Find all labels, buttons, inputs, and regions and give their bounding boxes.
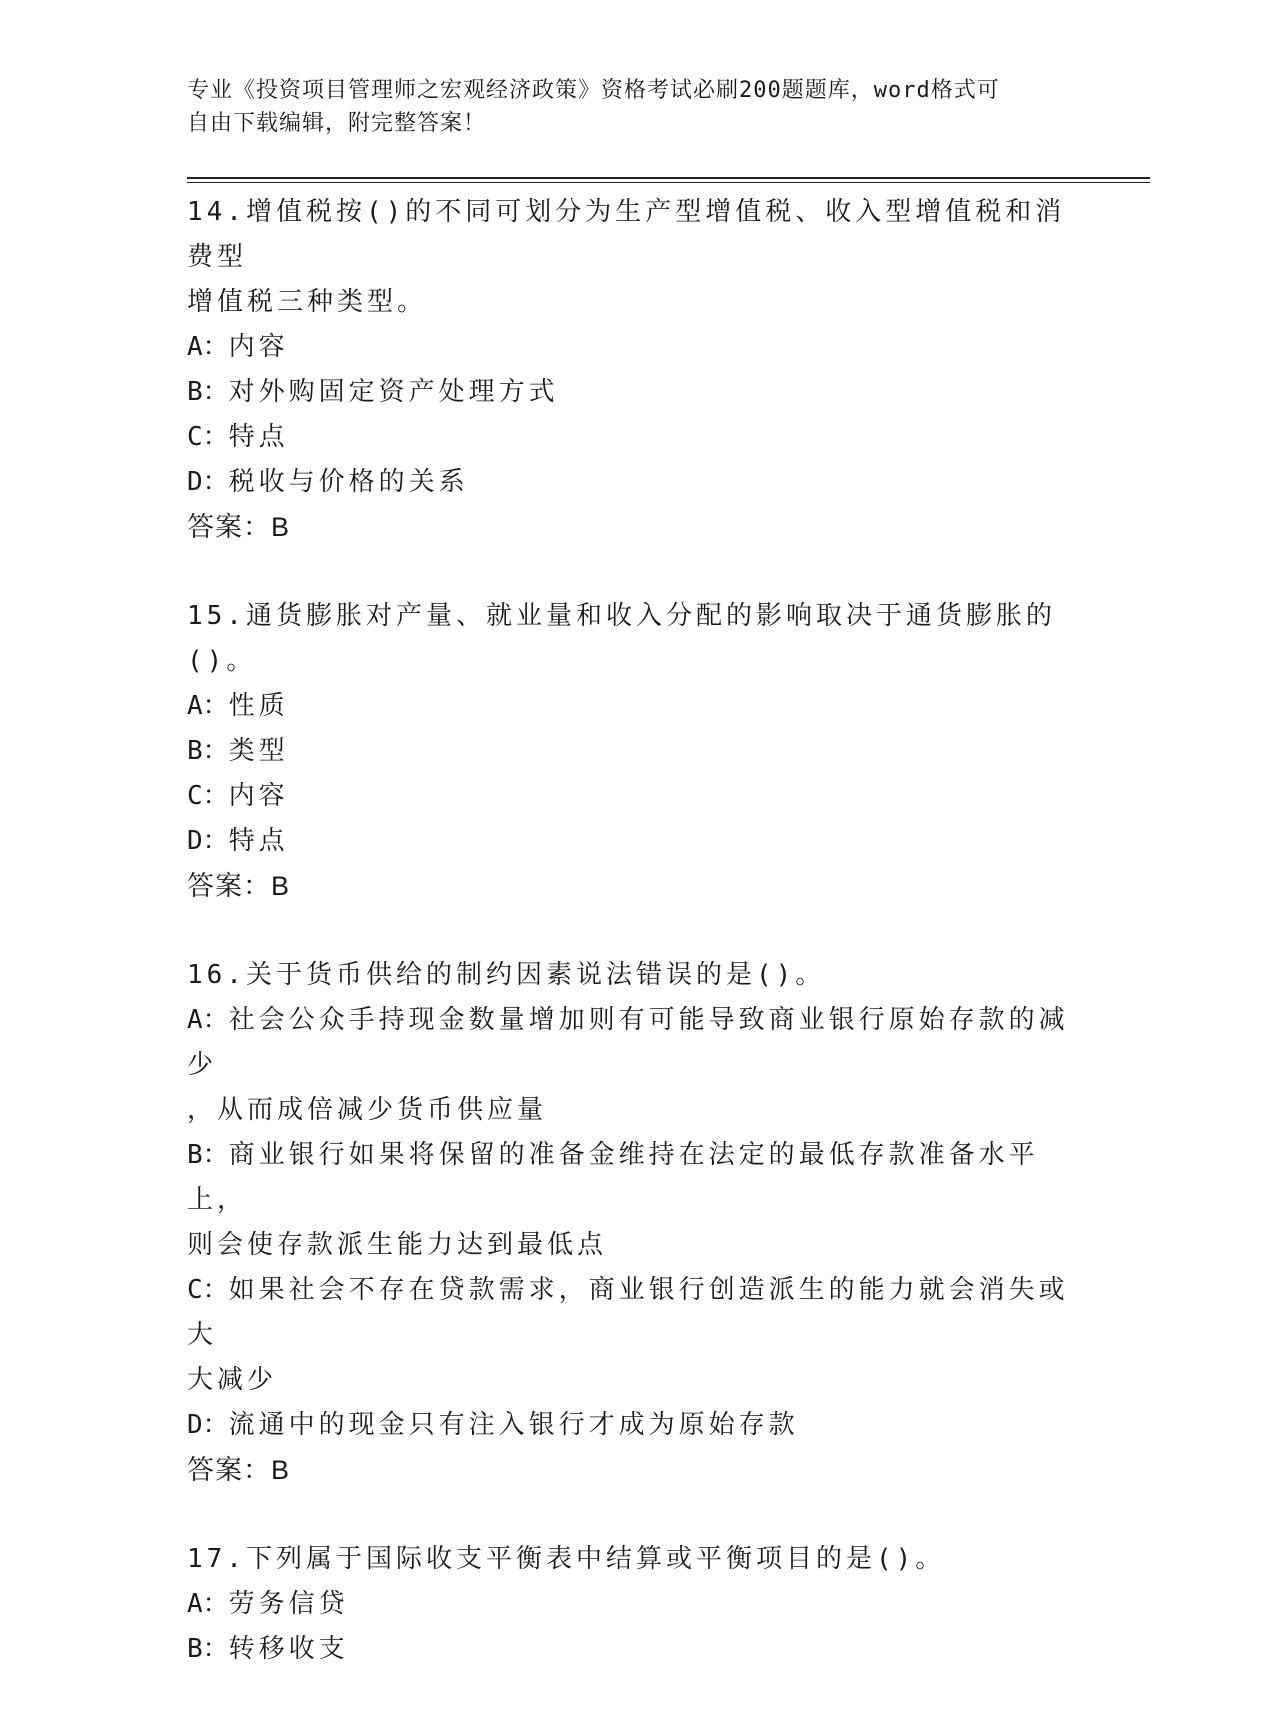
option-text: 特点 xyxy=(228,422,289,452)
answer-key: 答案：B xyxy=(187,1455,291,1485)
option-text: 大减少 xyxy=(187,1365,278,1395)
option-letter: B： xyxy=(187,736,229,766)
option-letter: D： xyxy=(187,467,229,497)
question-block xyxy=(187,190,1087,550)
answer-option xyxy=(187,819,1087,864)
option-letter: B： xyxy=(187,1140,229,1170)
option-text: 特点 xyxy=(228,826,289,856)
header-line-2: 自由下载编辑，附完整答案！ xyxy=(187,111,487,136)
option-letter: C： xyxy=(187,781,229,811)
option-letter: B： xyxy=(187,1634,229,1664)
option-letter: A： xyxy=(187,1589,229,1619)
answer-option xyxy=(187,1582,1087,1627)
answer-option xyxy=(187,1403,1087,1448)
answer-option xyxy=(187,1133,1087,1223)
answer-option xyxy=(187,325,1087,370)
option-letter: A： xyxy=(187,332,229,362)
question-stem: 17.下列属于国际收支平衡表中结算或平衡项目的是()。 xyxy=(187,1544,946,1574)
option-letter: C： xyxy=(187,422,229,452)
option-letter: D： xyxy=(187,826,229,856)
question-stem: 15.通货膨胀对产量、就业量和收入分配的影响取决于通货膨胀的()。 xyxy=(187,601,1056,676)
answer-option xyxy=(187,1268,1087,1358)
answer-key: 答案：B xyxy=(187,871,291,901)
question-block xyxy=(187,1537,1087,1672)
option-text: ，从而成倍减少货币供应量 xyxy=(187,1095,548,1125)
answer-option xyxy=(187,729,1087,774)
question-stem: 14.增值税按()的不同可划分为生产型增值税、收入型增值税和消费型 xyxy=(187,197,1066,272)
answer-option xyxy=(187,684,1087,729)
question-block xyxy=(187,594,1087,909)
option-text: 转移收支 xyxy=(228,1634,349,1664)
option-text: 商业银行如果将保留的准备金维持在法定的最低存款准备水平上， xyxy=(187,1140,1039,1215)
option-text: 劳务信贷 xyxy=(228,1589,349,1619)
option-letter: C： xyxy=(187,1275,229,1305)
option-letter: A： xyxy=(187,1005,229,1035)
option-letter: A： xyxy=(187,691,229,721)
option-text: 则会使存款派生能力达到最低点 xyxy=(187,1230,608,1260)
answer-option xyxy=(187,774,1087,819)
question-stem: 增值税三种类型。 xyxy=(187,287,428,317)
answer-option xyxy=(187,460,1087,505)
question-block xyxy=(187,953,1087,1493)
header-divider xyxy=(187,177,1150,179)
document-header xyxy=(187,74,1067,140)
header-line-1: 专业《投资项目管理师之宏观经济政策》资格考试必刷200题题库，word格式可 xyxy=(187,78,1000,103)
answer-key: 答案：B xyxy=(187,512,291,542)
option-text: 性质 xyxy=(228,691,289,721)
header-divider-thin xyxy=(187,182,1150,183)
answer-option xyxy=(187,998,1087,1088)
option-text: 税收与价格的关系 xyxy=(228,467,469,497)
question-list xyxy=(187,190,1087,1716)
option-text: 如果社会不存在贷款需求，商业银行创造派生的能力就会消失或大 xyxy=(187,1275,1069,1350)
answer-option xyxy=(187,1358,1087,1403)
option-letter: D： xyxy=(187,1410,229,1440)
question-stem: 16.关于货币供给的制约因素说法错误的是()。 xyxy=(187,960,826,990)
option-text: 对外购固定资产处理方式 xyxy=(228,377,559,407)
option-text: 类型 xyxy=(228,736,289,766)
answer-option xyxy=(187,1088,1087,1133)
option-text: 内容 xyxy=(228,781,289,811)
answer-option xyxy=(187,1223,1087,1268)
option-text: 内容 xyxy=(228,332,289,362)
option-text: 社会公众手持现金数量增加则有可能导致商业银行原始存款的减少 xyxy=(187,1005,1069,1080)
answer-option xyxy=(187,370,1087,415)
option-letter: B： xyxy=(187,377,229,407)
option-text: 流通中的现金只有注入银行才成为原始存款 xyxy=(228,1410,799,1440)
answer-option xyxy=(187,415,1087,460)
